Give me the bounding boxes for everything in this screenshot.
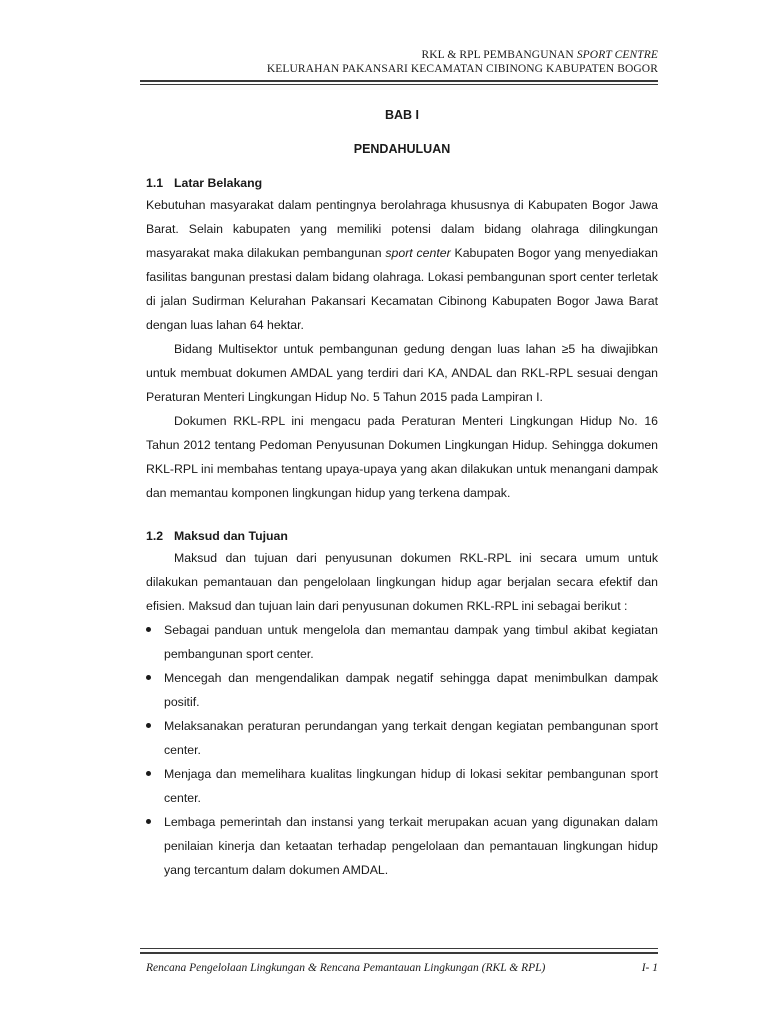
paragraph-latar-belakang-2: Bidang Multisektor untuk pembangunan gedung dengan luas lahan ≥5 ha diwajibkan untuk membuat dokumen AMDAL yang terdiri dari KA, ANDAL dan RKL-RPL sesuai dengan Peraturan Menteri Lingkungan Hidup No. 5 Tahun 2015 pada Lampiran I. — [146, 342, 658, 404]
header-line-1 — [140, 48, 658, 62]
paragraph-text-before: Kebutuhan masyarakat dalam pentingnya berolahraga khususnya di Kabupaten Bogor Jawa Barat. Selain kabupaten yang memiliki potensi dalam bidang olahraga dilingkungan masyarakat maka dilakukan pembangunan — [146, 198, 658, 260]
bullet-icon — [146, 627, 151, 632]
list-item-text: Mencegah dan mengendalikan dampak negatif sehingga dapat menimbulkan dampak positif. — [164, 671, 658, 709]
header-line-1-italic: SPORT CENTRE — [576, 49, 658, 61]
footer-text: Rencana Pengelolaan Lingkungan & Rencana Pemantauan Lingkungan (RKL & RPL) — [146, 962, 546, 974]
page-number: I- 1 — [641, 962, 658, 974]
list-item — [146, 714, 658, 762]
main-content — [146, 104, 658, 882]
paragraph-maksud-tujuan: Maksud dan tujuan dari penyusunan dokumen RKL-RPL ini secara umum untuk dilakukan pemantauan dan pengelolaan lingkungan hidup agar berjalan secara efektif dan efisien. Maksud dan tujuan lain dari penyusunan dokumen RKL-RPL ini sebagai berikut : — [146, 551, 658, 613]
list-item-text: Melaksanakan peraturan perundangan yang terkait dengan kegiatan pembangunan sport center. — [164, 719, 658, 757]
header-rule-thick — [140, 80, 658, 82]
paragraph-text-italic: sport center — [385, 246, 451, 260]
running-footer — [146, 961, 658, 975]
section-number: 1.2 — [146, 529, 164, 543]
objectives-list — [146, 618, 658, 882]
footer-rule-thin — [140, 948, 658, 949]
section-title: Latar Belakang — [174, 176, 263, 190]
header-line-2: KELURAHAN PAKANSARI KECAMATAN CIBINONG KABUPATEN BOGOR — [266, 63, 658, 75]
section-number: 1.1 — [146, 176, 164, 190]
paragraph-latar-belakang-1 — [146, 193, 658, 337]
list-item — [146, 762, 658, 810]
list-item — [146, 666, 658, 714]
section-heading-1-1 — [146, 173, 658, 193]
list-item — [146, 618, 658, 666]
running-header — [140, 48, 658, 76]
section-heading-1-2 — [146, 526, 658, 546]
paragraph-latar-belakang-3: Dokumen RKL-RPL ini mengacu pada Peraturan Menteri Lingkungan Hidup No. 16 Tahun 2012 tentang Pedoman Penyusunan Dokumen Lingkungan Hidup. Sehingga dokumen RKL-RPL ini membahas tentang upaya-upaya yang akan dilakukan untuk menangani dampak dan memantau komponen lingkungan hidup yang terkena dampak. — [146, 414, 658, 500]
header-line-1-prefix: RKL & RPL PEMBANGUNAN — [421, 49, 574, 61]
bullet-icon — [146, 819, 151, 824]
list-item-text: Menjaga dan memelihara kualitas lingkungan hidup di lokasi sekitar pembangunan sport center. — [164, 767, 658, 805]
list-item — [146, 810, 658, 882]
bullet-icon — [146, 675, 151, 680]
list-item-text: Lembaga pemerintah dan instansi yang terkait merupakan acuan yang digunakan dalam penilaian kinerja dan ketaatan terhadap pengelolaan dan pemantauan lingkungan hidup yang tercantum dalam dokumen AMDAL. — [164, 815, 658, 877]
footer-rule-thick — [140, 952, 658, 954]
bullet-icon — [146, 771, 151, 776]
paragraph-text-after: Kabupaten Bogor yang menyediakan fasilitas bangunan prestasi dalam bidang olahraga. Lokasi pembangunan sport center terletak di jalan Sudirman Kelurahan Pakansari Kecamatan Cibinong Kabupaten Bogor Jawa Barat dengan luas lahan 64 hektar. — [146, 246, 658, 332]
chapter-title: PENDAHULUAN — [353, 142, 451, 156]
bullet-icon — [146, 723, 151, 728]
section-title: Maksud dan Tujuan — [174, 529, 288, 543]
chapter-label: BAB I — [384, 108, 420, 122]
header-rule-thin — [140, 84, 658, 85]
list-item-text: Sebagai panduan untuk mengelola dan memantau dampak yang timbul akibat kegiatan pembangunan sport center. — [164, 623, 658, 661]
